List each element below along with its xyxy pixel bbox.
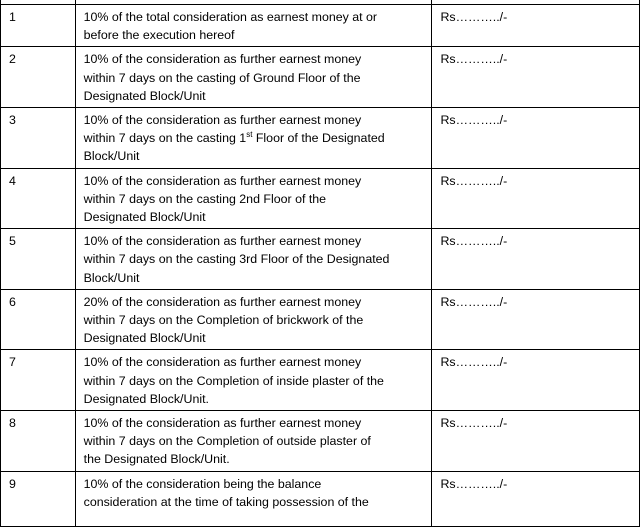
row-amount: Rs………../- xyxy=(432,47,640,108)
row-number: 8 xyxy=(1,411,76,472)
description-text: Floor of the Designated xyxy=(252,131,385,146)
row-amount: Rs………../- xyxy=(432,289,640,350)
row-description xyxy=(75,47,432,108)
table-row xyxy=(1,411,640,472)
table-row xyxy=(1,47,640,108)
row-amount: Rs………../- xyxy=(432,411,640,472)
description-line xyxy=(84,129,426,147)
table-row xyxy=(1,5,640,47)
description-line: the Designated Block/Unit. xyxy=(83,452,230,467)
row-description xyxy=(75,471,432,526)
row-number: 6 xyxy=(1,289,76,350)
description-line: 20% of the consideration as further earnest money xyxy=(83,294,362,309)
row-number: 4 xyxy=(1,168,76,229)
table-row xyxy=(1,108,640,169)
row-number: 3 xyxy=(1,108,76,169)
description-line: 10% of the consideration as further earnest money xyxy=(83,173,362,188)
description-line: within 7 days on the casting 3rd Floor of the Designated xyxy=(83,252,390,267)
ordinal-suffix: st xyxy=(246,130,253,140)
row-description xyxy=(75,5,432,47)
table-row xyxy=(1,289,640,350)
row-amount: Rs………../- xyxy=(432,108,640,169)
description-line: consideration at the time of taking possession of the xyxy=(83,494,369,509)
description-text: within 7 days on the casting 1 xyxy=(83,131,247,146)
description-line: within 7 days on the Completion of outside plaster of xyxy=(83,434,371,449)
row-amount: Rs………../- xyxy=(432,471,640,526)
description-line: 10% of the total consideration as earnest money at or xyxy=(83,10,378,24)
description-line: Block/Unit xyxy=(83,270,140,285)
row-number: 7 xyxy=(1,350,76,411)
row-amount: Rs………../- xyxy=(432,168,640,229)
row-number: 1 xyxy=(1,5,76,47)
description-line: within 7 days on the Completion of brickwork of the xyxy=(83,313,364,328)
description-line: 10% of the consideration as further earnest money xyxy=(83,416,362,431)
row-amount: Rs………../- xyxy=(432,5,640,47)
description-line: within 7 days on the casting 2nd Floor of the xyxy=(83,191,327,206)
description-line: within 7 days on the casting of Ground Floor of the xyxy=(83,70,361,85)
row-description xyxy=(75,229,432,290)
table-row xyxy=(1,350,640,411)
description-line: 10% of the consideration as further earnest money xyxy=(83,355,362,370)
description-line: Designated Block/Unit xyxy=(83,331,206,346)
row-description xyxy=(75,411,432,472)
row-description xyxy=(75,168,432,229)
description-line: Designated Block/Unit xyxy=(83,210,206,225)
description-line: Block/Unit xyxy=(83,149,140,164)
row-description xyxy=(75,289,432,350)
description-line: within 7 days on the Completion of inside plaster of the xyxy=(83,373,384,388)
row-description xyxy=(75,108,432,169)
row-amount: Rs………../- xyxy=(432,229,640,290)
row-number: 9 xyxy=(1,471,76,526)
table-row xyxy=(1,471,640,526)
description-line: Designated Block/Unit xyxy=(83,88,206,103)
description-line: 10% of the consideration as further earnest money xyxy=(83,113,362,128)
description-line: before the execution hereof xyxy=(83,28,235,43)
row-number: 2 xyxy=(1,47,76,108)
description-line: Designated Block/Unit. xyxy=(83,391,209,406)
description-line: 10% of the consideration as further earnest money xyxy=(83,234,362,249)
description-line: 10% of the consideration as further earnest money xyxy=(83,52,362,67)
row-number: 5 xyxy=(1,229,76,290)
table-row xyxy=(1,168,640,229)
table-row xyxy=(1,229,640,290)
row-amount: Rs………../- xyxy=(432,350,640,411)
row-description xyxy=(75,350,432,411)
description-line: 10% of the consideration being the balance xyxy=(83,476,322,491)
